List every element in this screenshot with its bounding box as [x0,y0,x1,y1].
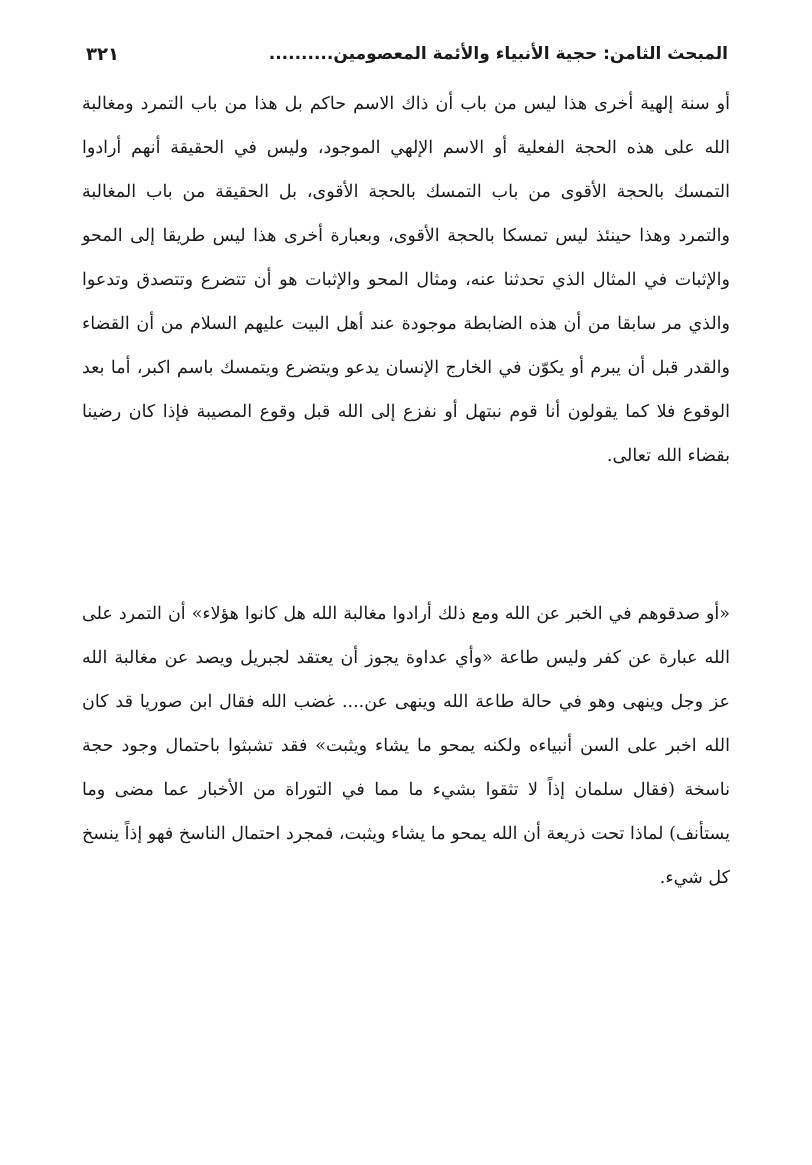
chapter-title-text: المبحث الثامن: حجية الأنبياء والأئمة المعصومين [333,44,728,64]
header-divider [86,76,728,77]
chapter-title [269,44,728,64]
page-header [86,34,728,74]
paragraph-1: أو سنة إلهية أخرى هذا ليس من باب أن ذاك الاسم حاكم بل هذا من باب التمرد ومغالبة الله على هذه الحجة الفعلية أو الاسم الإلهي الموجود، وليس في الحقيقة أنهم أرادوا التمسك بالحجة الأقوى من باب التمسك بالحجة الأقوى، بل الحقيقة من باب المغالبة والتمرد وهذا حينئذ ليس تمسكا بالحجة الأقوى، وبعبارة أخرى هذا ليس طريقا إلى المحو والإثبات في المثال الذي تحدثنا عنه، ومثال المحو والإثبات هو أن تتضرع وتتصدق وتدعوا والذي مر سابقا من أن هذه الضابطة موجودة عند أهل البيت عليهم السلام من أن القضاء والقدر قبل أن يبرم أو يكوّن في الخارج الإنسان يدعو ويتضرع ويتمسك باسم اكبر، أما بعد الوقوع فلا كما يقولون أنا قوم نبتهل أو نفزع إلى الله قبل وقوع المصيبة فإذا كان رضينا بقضاء الله تعالى. [82,94,730,466]
paragraph-2: «أو صدقوهم في الخبر عن الله ومع ذلك أرادوا مغالبة الله هل كانوا هؤلاء» أن التمرد على الله عبارة عن كفر وليس طاعة «وأي عداوة يجوز أن يعتقد لجبريل ويصد عن مغالبة الله عز وجل وينهى وهو في حالة طاعة الله وينهى عن.... غضب الله فقال ابن صوريا قد كان الله اخبر على السن أنبياءه ولكنه يمحو ما يشاء ويثبت» فقد تشبثوا باحتمال وجود حجة ناسخة (فقال سلمان إذاً لا تثقوا بشيء ما مما في التوراة من الأخبار عما مضى وما يستأنف) لماذا تحت ذريعة أن الله يمحو ما يشاء ويثبت، فمجرد احتمال الناسخ فهو إذاً ينسخ كل شيء. [82,604,730,888]
page-number: ٣٢١ [86,43,119,65]
header-dots: .......... [268,44,334,64]
